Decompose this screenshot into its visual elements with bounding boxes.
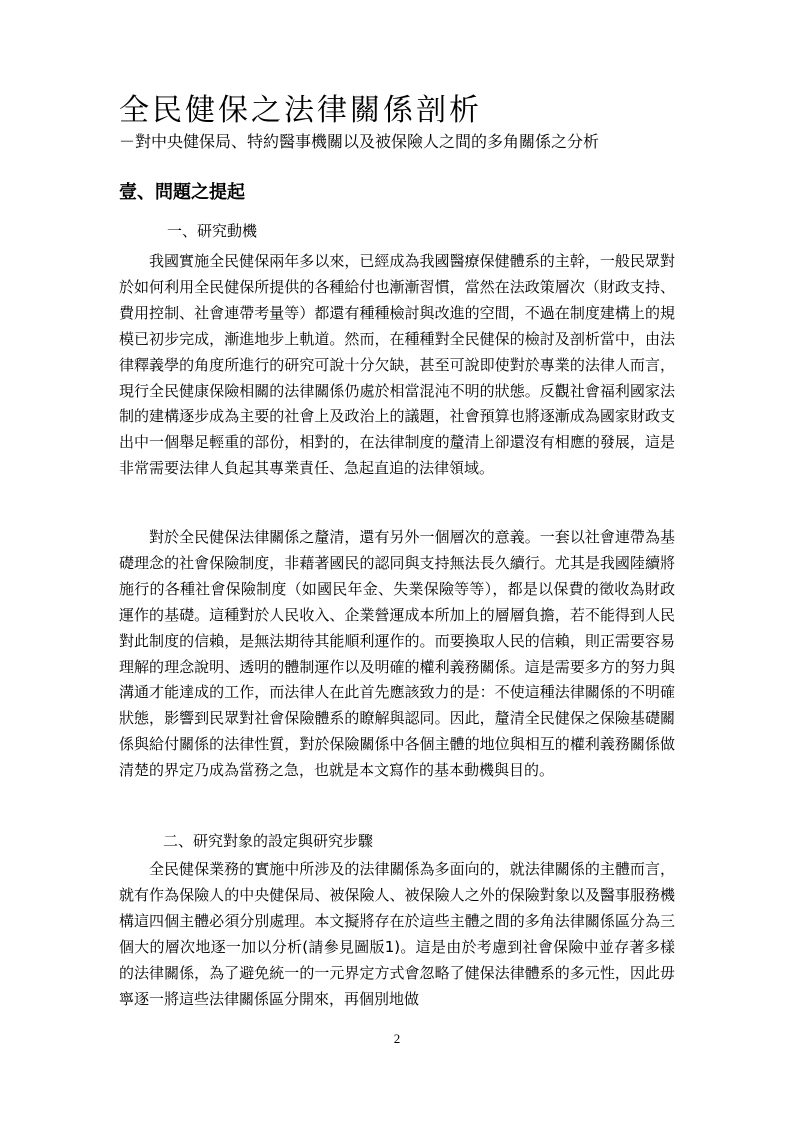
page-title: 全民健保之法律關係剖析 — [119, 93, 482, 128]
page-number: 2 — [393, 1031, 401, 1046]
subsection-heading-motivation: 一、研究動機 — [167, 222, 258, 240]
page-subtitle: －對中央健保局、特約醫事機關以及被保險人之間的多角關係之分析 — [119, 132, 600, 151]
paragraph-research-scope-1: 全民健保業務的實施中所涉及的法律關係為多面向的，就法律關係的主體而言，就有作為保險人的中央健保局、被保險人、被保險人之外的保險對象以及醫事服務機構這四個主體必須分別處理。本文擬將存在於這些主體之間的多角法律關係區分為三個大的層次地逐一加以分析(請參見圖版1)。這是由於考慮到社會保險中並存著多樣的法律關係，為了避免統一的一元界定方式會忽略了健保法律體系的多元性，因此毋寧逐一將這些法律關係區分開來，再個別地做 — [119, 860, 675, 1008]
subsection-heading-research-scope: 二、研究對象的設定與研究步驟 — [163, 832, 374, 850]
section-heading: 壹、問題之提起 — [119, 182, 245, 203]
paragraph-motivation-1: 我國實施全民健保兩年多以來，已經成為我國醫療保健體系的主幹，一般民眾對於如何利用全民健保所提供的各種給付也漸漸習慣，當然在法政策層次（財政支持、費用控制、社會連帶考量等）都還有種種檢討與改進的空間，不過在制度建構上的規模已初步完成，漸進地步上軌道。然而，在種種對全民健保的檢討及剖析當中，由法律釋義學的角度所進行的研究可說十分欠缺，甚至可說即使對於專業的法律人而言，現行全民健康保險相關的法律關係仍處於相當混沌不明的狀態。反觀社會福利國家法制的建構逐步成為主要的社會上及政治上的議題，社會預算也將逐漸成為國家財政支出中一個舉足輕重的部份，相對的，在法律制度的釐清上卻還沒有相應的發展，這是非常需要法律人負起其專業責任、急起直追的法律領域。 — [119, 252, 675, 478]
paragraph-motivation-2: 對於全民健保法律關係之釐清，還有另外一個層次的意義。一套以社會連帶為基礎理念的社會保險制度，非藉著國民的認同與支持無法長久續行。尤其是我國陸續將施行的各種社會保險制度（如國民年金、失業保險等等），都是以保費的徵收為財政運作的基礎。這種對於人民收入、企業營運成本所加上的層層負擔，若不能得到人民對此制度的信賴，是無法期待其能順利運作的。而要換取人民的信賴，則正需要容易理解的理念說明、透明的體制運作以及明確的權利義務關係。這是需要多方的努力與溝通才能達成的工作，而法律人在此首先應該致力的是：不使這種法律關係的不明確狀態，影響到民眾對社會保險體系的瞭解與認同。因此，釐清全民健保之保險基礎關係與給付關係的法律性質，對於保險關係中各個主體的地位與相互的權利義務關係做清楚的界定乃成為當務之急，也就是本文寫作的基本動機與目的。 — [119, 528, 675, 780]
